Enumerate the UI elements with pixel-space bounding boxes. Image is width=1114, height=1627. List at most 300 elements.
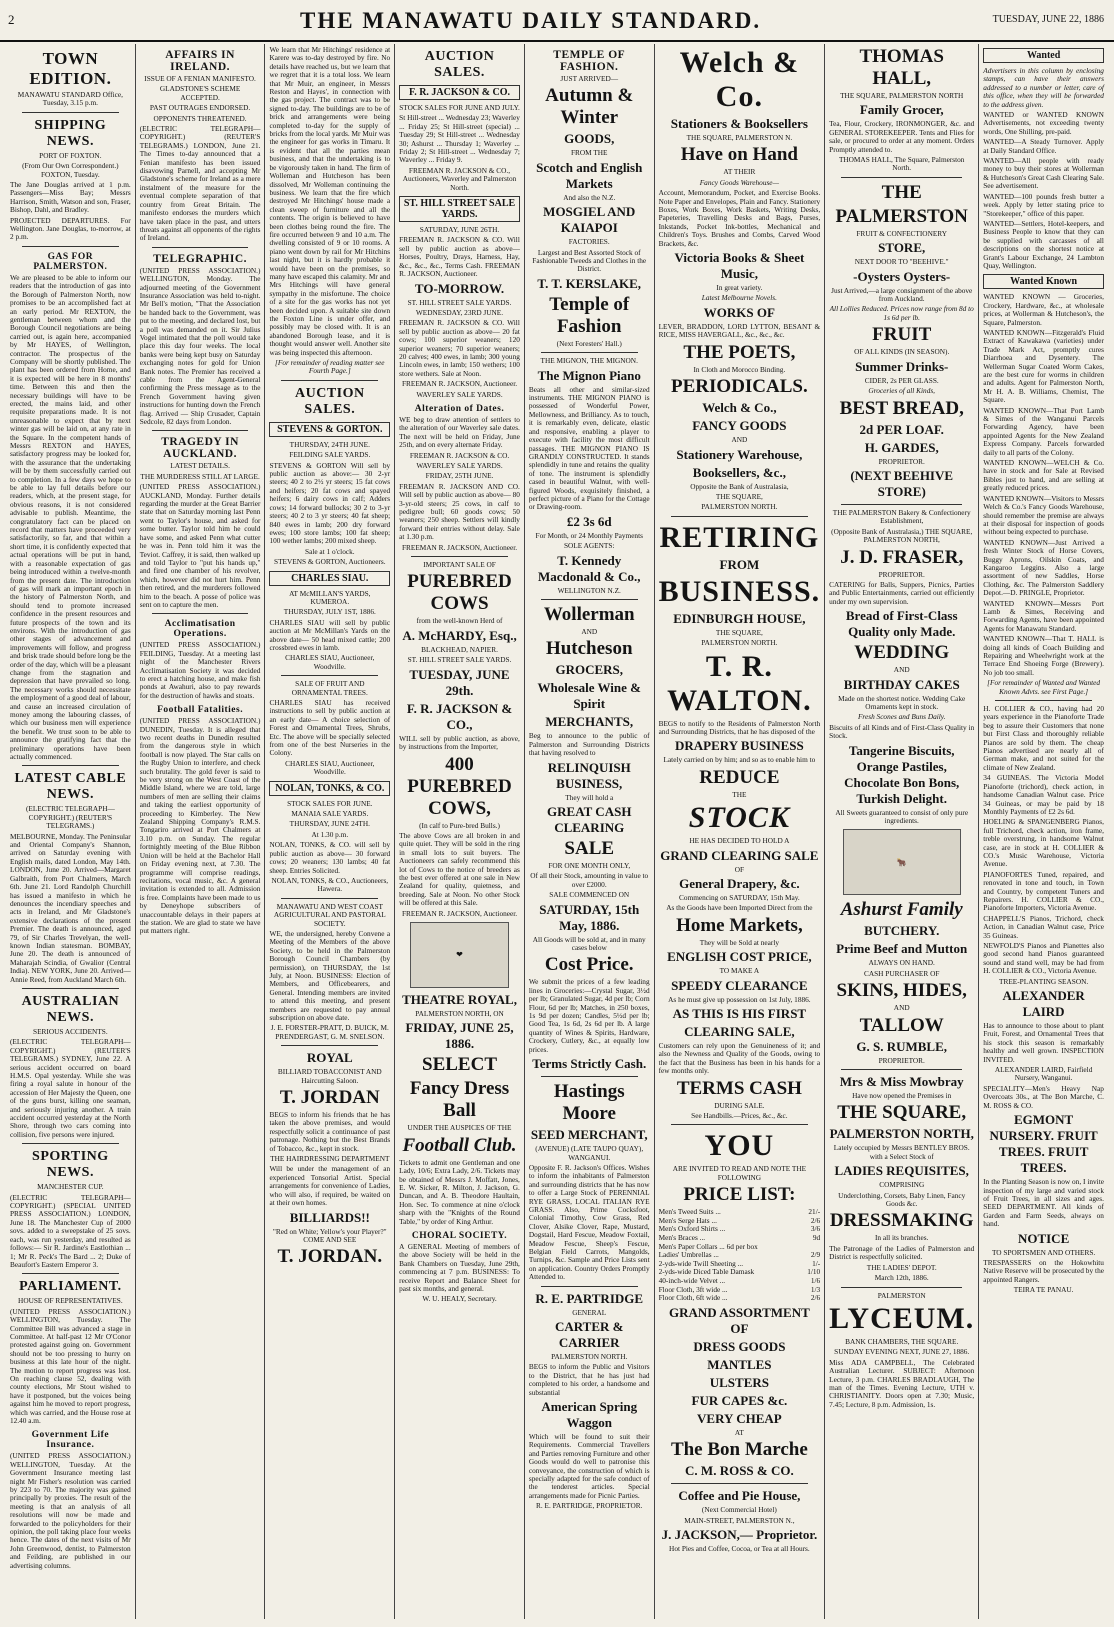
notice-sub: TO SPORTSMEN AND OTHERS. [991,1247,1096,1257]
newfolds-ad: NEWFOLD'S Pianos and Pianettes also good second hand Pianos guaranteed sound and stand well, may be had from H. COLLIER & CO., Victoria Avenue. [983,941,1104,976]
hastings-text: Opposite F. R. Jackson's Offices. Wishes to inform the inhabitants of Palmerston and surrounding districts that he has now to offer a Large Stock of PERENNIAL RYE GRASS, LOCAL ITALIAN RYE GRASS. Also, Prime Cocksfoot, Colonial Timothy, Cow Grass, Red Clover, Alsike Clover, Rape, Mustard, Dogstail, Hard Fescue, Meadow Foxtail, Meadow Fescue, Sheep's Fescue, Belgian Field Carrots, Mangolds, Turnips, &c. Sample and Price Lists sent on application. Country Orders Promptly Attended to. [528,1162,650,1282]
temple-text: Largest and Best Assorted Stock of Fashionable Tweeds and Clothes in the District. [532,247,647,274]
fruit-sale-heading: SALE OF FRUIT AND ORNAMENTAL TREES. [291,679,368,697]
month-text: Of all their Stock, amounting in value to over £2000. [530,871,649,889]
departures-text: PROJECTED DEPARTURES. For Wellington. Jane Douglas, to-morrow, at 2 p.m. [10,215,131,242]
lyceum-heading: LYCEUM. [829,1301,975,1335]
sthill-date: SATURDAY, JUNE 26TH. [419,225,500,235]
known-ad-6: WANTED KNOWN—Just Arrived a fresh Winter Stock of Horse Covers, Buggy Aprons, Oilskin Coats, and Kangaroo Leggins. Also a large assortment of new Saddles, Horse Clothing, &c. The Palmerston Saddlery Depot.—D. PRINGLE, Proprietor. [983,537,1104,598]
gardes-sub: PROPRIETOR. [878,456,925,466]
fruit-sale-text: CHARLES SIAU has received instructions to sell by public auction at an early date— A choice selection of Forest and Ornamental Trees, Shrubs, Etc. The above will be specially selected from one of the best Nurseries in the Colony. [269,698,391,758]
terms-cash: Terms Strictly Cash. [532,1056,647,1072]
nolan-sub: STOCK SALES FOR JUNE. [287,798,373,808]
known-ad-3: WANTED KNOWN—That Port Lamb & Simes of the Wanganui Parcels Forwarding Agency, have been appointed Agents for the New Zealand Express Company. Parcels forwarded daily to all parts of the Colony. [983,405,1104,457]
sale-line: SALE [564,838,615,859]
blackhead-line: BLACKHEAD, NAPIER. [421,644,498,654]
spring-waggon: American Spring Waggon [541,1399,638,1431]
tomorrow-heading: TO-MORROW. [414,280,505,296]
latest-novels: Latest Melbourne Novels. [701,293,777,303]
rule [152,247,249,248]
periodicals-heading: PERIODICALS. [671,376,808,398]
column-4 [395,44,525,1619]
sporting-article: (ELECTRIC TELEGRAPH—COPYRIGHT.) (SPECIAL UNITED PRESS ASSOCIATION.) LONDON, June 18. The Manchester Cup of 2000 sovs. added to a sweepstake of 25 sovs. each, was run yesterday, and resulted as follows:— Sir R. Jardine's Eastlothian ... 1; Mr R. Peck's The Bard ... 2; Duke of Beaufort's Eastern Emperor 3. [10,1192,131,1269]
gas-heading: GAS FOR PALMERSTON. [33,251,108,272]
price-item: Men's Braces ... [658,1233,706,1243]
relinquish-line: RELINQUISH BUSINESS, [547,759,631,791]
shipping-text: The Jane Douglas arrived at 1 p.m. Passengers—Miss Bay; Messrs Harrison, Smith, Watson and son, Fraser, Bishop, Dahl, and Bradley. [10,180,131,215]
rule [541,1286,638,1287]
invited-line: ARE INVITED TO READ AND NOTE THE FOLLOWING [672,1164,807,1182]
column-8 [979,44,1108,1619]
ireland-sub-4: OPPONENTS THREATENED. [153,113,247,123]
and-line: AND [581,626,598,636]
rule [671,516,809,517]
walton-text: BEGS to notify to the Residents of Palmerston North and Surrounding Districts, that he has disposed of the [658,718,821,736]
known-ad-8: WANTED KNOWN—That T. HALL is doing all kinds of Coach Building and Repairing and Wheelwright work at the Terrace End Shoeing Forge (Brewery). No job too small. [983,634,1104,677]
hastings-place: (AVENUE) (LATE TAUPO QUAY), WANGANUI. [535,1144,644,1162]
alteration-heading: Alteration of Dates. [414,403,505,414]
known-ad-2: WANTED KNOWN—Fitzgerald's Fluid Extract of Kawakawa (varieties) under Trade Mark Act, promptly cures Diarrhoea and Dysentery. The Wellerman Sugar Coated Worm Cakes, are the best cure for worms in children and adults. Agent for Palmerston North, Mr H. A. B. Williams, Chemist, The Square. [983,327,1104,405]
column-6 [655,44,826,1619]
stevens-text: STEVENS & GORTON Will sell by public auction as above:— 30 2-yr steers; 40 2 to 2½ yr steers; 15 fat cows and heifers; 20 fat cows and spayed heifers; 6 dairy cows in calf; Adders cows; 14 forward bullocks; 30 2 to 3-yr steers; 40 2 to 3 yr steers; 40 fat sheep; 840 ewes in lamb; 200 dry forward ewes; 100 store lambs; 100 fat sheep; 100 wether lambs; 200 mixed sheep. [269,460,391,546]
rumble-name: G. S. RUMBLE, [856,1038,948,1054]
works-text: LEVER, BRADDON, LORD LYTTON, BESANT & RICE, MISS HAVERGALL, &c., &c., &c. [658,321,821,340]
cash-purchaser: CASH PURCHASER OF [863,968,940,978]
price-value: 1/6 [810,1276,821,1285]
rule [841,1069,962,1070]
price-value: 1/- [812,1258,821,1268]
bakery-heading: THE PALMERSTON Bakery & Confectionery Establishment, [832,507,971,526]
ireland-heading: AFFAIRS IN IRELAND. [165,49,235,73]
fruit-sale-signature: CHARLES SIAU, Auctioneer, Woodville. [285,758,375,777]
speciality-ad: SPECIALITY—Men's Heavy Nap Overcoats 30s., at The Bon Marche, C. M. ROSS & CO. [983,1083,1104,1110]
wanted-ad-3: WANTED—All people with ready money to buy their stores at Wollerman & Hutcheson's Great Cash Clearing Sale. See advertisement. [983,156,1104,191]
welch-text: Account, Memorandum, Pocket, and Exercise Books. Note Paper and Envelopes, Plain and Fancy. Stationery Boxes, Work Boxes, Work Baskets, Writing Desks, Papeteries, Travelling Desks and Bags, Purses, Inkstands, Pocket Ink-bottles, Mechanical and Children's Toys. Brushes and Combs, Carved Wood Brackets, &c. [658,188,821,248]
egmont-heading: EGMONT NURSERY. FRUIT TREES. FRUIT TREES. [989,1112,1098,1176]
rule [152,430,249,431]
wollerman-list: We submit the prices of a few leading lines in Groceries:—Crystal Sugar, 3½d per lb; Granulated Sugar, 4d per lb; Corn Flour, 6d per lb; Matches, in 250 boxes, 1s 9d per dozen; Candles, 5½d per lb; Good Tea, 1s 6d, 2s 6d per lb. A large quantity of Wines & Spirits, Hardware, Crockery, Cutlery, &c., at equally low prices. [528,977,650,1054]
importer-text: WILL sell by public auction, as above, by instructions from the Importer, [399,733,520,752]
price-item: 40-inch-wide Velvet ... [658,1276,726,1285]
dressmaking-heading: DRESSMAKING [829,1210,974,1232]
kennedy-name: T. Kennedy Macdonald & Co., [537,552,641,584]
rule [541,352,638,353]
palmerston-line: PALMERSTON NORTH. [701,502,778,512]
rule [22,1143,119,1144]
bakery-sub: (Opposite Bank of Australasia,) THE SQUARE, PALMERSTON NORTH, [831,526,973,545]
stevens-time: Sale at 1 o'clock. [305,546,355,556]
seed-merchant: SEED MERCHANT, [530,1127,648,1143]
gardes-name: H. GARDES, [864,439,939,455]
grand-assortment: GRAND ASSORTMENT OF [669,1304,810,1336]
parliament-heading: PARLIAMENT. [19,1279,122,1295]
sthill-2-text: FREEMAN R. JACKSON & CO. Will sell by public auction as above— 20 fat cows; 100 superior weaners; 120 superior weaners; 70 superior weaners; 20 calves; 400 ewes, in lamb; 300 young Lincoln ewes, in lamb; 150 wethers; 100 store wethers. Sale at Noon. [399,318,520,378]
autumn-winter: Autumn & Winter [545,85,634,129]
the-line: THE [881,181,922,203]
correspondent-line: (From Our Own Correspondent.) FOXTON, Tuesday. [22,161,119,179]
imported-line: As the Goods have been Imported Direct from the [666,903,813,913]
ireland-article: (ELECTRIC TELEGRAPH—COPYRIGHT.) (REUTER'S TELEGRAMS.) LONDON, June 21. The Times to-day announced that a Fenian manifesto has been issued disavowing Parnell, and accepting Mr Gladstone's scheme for Ireland as a mere instalment of the measure for the eventual complete separation of that country from Great Britain. The manifesto endorses the murders which have taken place in the past, and utters threats against all opponents of the rights of Ireland. [139,124,261,243]
rule [671,1483,809,1484]
also-line: And also the N.Z. [563,192,616,202]
of-line: OF [734,864,745,874]
stationers-line: Stationers & Booksellers [670,116,808,131]
cakes-text: Made on the shortest notice. Wedding Cake Ornaments kept in stock. [838,693,966,711]
booksellers-line: Booksellers, &c., [692,464,786,480]
sthill-2-signature: FREEMAN R. JACKSON, Auctioneer. [401,379,518,389]
scotch-line: Scotch and English Markets [536,159,643,191]
reduce-line: REDUCE [699,766,780,788]
branches-line: In all its branches. [874,1233,929,1243]
hall-text: Tea, Flour, Crockery, IRONMONGER, &c. and GENERAL STOREKEEPER. Tents and Flies for sale, or procured to order at any moment. Orders Promptly attended to. [829,119,975,154]
rule [995,700,1092,701]
column-1 [6,44,136,1619]
ball-text: Tickets to admit one Gentleman and one Lady, 10/6; Extra Lady, 2/6. Tickets may be obtained of Messrs J. Moffatt, Jones, E. W. Sicker, R. Milton, J. Jackson, G. Duncan, and A. B. Theodore Haultain, Hon. Sec. To commence at nine o'clock sharp with the "Knights of the Round Table," by order of King Arthur. [399,1157,520,1226]
stock-heading: STOCK [688,801,790,835]
fruit-heading: FRUIT [872,324,932,346]
fraser-heading: J. D. FRASER, [840,546,964,568]
price-item: 2-yds-wide Diced Table Damask [658,1267,755,1277]
rule [841,504,962,505]
sporting-heading: SPORTING NEWS. [32,1149,109,1181]
royal-heading: ROYAL [306,1050,353,1066]
lyceum-text: Miss ADA CAMPBELL, The Celebrated Australian Lecturer. SUBJECT: Afternoon Lecture, 3 p.m. CHARLES BRADLAUGH, The man of the Times. Evening Lecture, UTH v. CHRISTIANITY. Doors open at 7.30; Music, 7.45; Lecture, 8 p.m. Admission, 1s. [829,1357,975,1409]
ox-icon: 🐂 [896,857,907,867]
known-note: [For remainder of Wanted and Wanted Known Advts. see First Page.] [987,678,1101,696]
and-line: AND [893,665,910,675]
fancy-goods-line: Fancy Goods Warehouse— [699,177,780,187]
agricultural-heading: MANAWATU AND WEST COAST AGRICULTURAL AND PASTORAL SOCIETY. [273,901,386,928]
waverley-2-heading: WAVERLEY SALE YARDS. [416,461,503,470]
nolan-place: MANAIA SALE YARDS. [291,809,369,819]
newspaper-title: THE MANAWATU DAILY STANDARD. [300,8,762,33]
price-value: 9d [812,1233,821,1243]
price-value: 2/6 [810,1293,821,1303]
nolan-time: At 1.30 p.m. [311,829,349,839]
birthday-cakes: BIRTHDAY CAKES [843,676,960,692]
wedding-heading: WEDDING [854,642,950,664]
price-value: 21/- [808,1207,821,1217]
lyceum-place: PALMERSTON [877,1290,926,1300]
price-row [659,1294,821,1303]
commencing-line: Commencing on SATURDAY, 15th May. [679,892,800,902]
buns-line: Fresh Scones and Buns Daily. [857,712,946,722]
price-value: 1/3 [810,1284,821,1294]
important-heading: IMPORTANT SALE OF [423,560,496,570]
tangerine-line: Tangerine Biscuits, Orange Pastiles, Chocolate Bon Bons, Turkish Delight. [844,742,960,806]
sporting-sub: MANCHESTER CUP. [37,1182,104,1192]
ireland-sub-2: GLADSTONE'S SCHEME ACCEPTED. [159,84,241,102]
grand-clearing: GRAND CLEARING SALE [660,847,819,863]
herd-line: from the well-known Herd of [416,616,503,626]
sthill-text: FREEMAN R. JACKSON & CO. Will sell by public auction as above— Horses, Poultry, Drays, Harness, Hay, &c., &c., &c., Terms Cash. FREEMAN R. JACKSON, Auctioneer. [399,235,520,279]
jordan-heading: T. JORDAN [279,1087,380,1109]
temple-footer: Temple of Fashion [549,293,630,337]
parliament-sub: HOUSE OF REPRESENTATIVES. [18,1296,123,1306]
tragedy-article: (UNITED PRESS ASSOCIATION.) AUCKLAND, Monday. Further details regarding the murder at the Great Barrier state that on Saturday morning last Penn went to Taylor's house, and asked for some butter. Taylor told him he could have some, and asked Penn what cutter he was in. Penn told him it was the Teviot. Caffrey, it is said, then walked up and told Taylor to "put his hands up," and fired one chamber of his revolver, which, however did not hurt him. Penn then retired, and the murderers followed him to the beach. A posse of police was sent on to capture the men. [139,482,261,609]
fancy-dress-heading: Fancy Dress Ball [409,1078,510,1122]
purebred-heading: PUREBRED COWS [407,571,512,615]
chappell-ad: CHAPPELL'S Pianos, Trichord, check Action, in Canadian Walnut case, Price 35 Guineas. [983,913,1104,940]
store-line: STORE, [878,240,926,256]
football-heading: Football Fatalities. [157,705,244,716]
spring-text: Which will be found to suit their Requirements. Commercial Travellers and Parties removing Furniture and other Goods would do well to patronise this conveyance, the construction of which is specially adapted for the safe conduct of the tenderest articles. Special arrangements made for Picnic Parties. [528,1432,650,1500]
variety-line: In great variety. [716,283,763,293]
nolan-signature: NOLAN, TONKS, & CO., Auctioneers, Hawera. [271,875,389,894]
siau-heading: CHARLES SIAU. [269,571,390,586]
known-ad-5: WANTED KNOWN—Visitors to Messrs Welch & Co.'s Fancy Goods Warehouse, should remember the premise are always at their disposal for inspection of goods without being expected to purchase. [983,493,1104,537]
auspices-line: UNDER THE AUSPICES OF THE [407,1123,512,1133]
local-news: We learn that Mr Hitchings' residence at Karere was to-day destroyed by fire. No details have reached us, but we learn that we regret that it is a total loss. We learn that Mr Muir, an engineer, in Messrs Reston and Hayes', in connection with the gas project. The contract was to be signed to-day. The buildings are to be of brick and arrangements were being completed to-day for the supply of bricks from the local yards. Mr Muir was the engineer for gas works in Timaru. It is evident that all the parties mean business, and that the undertaking is to be vigorously taken in hand. The firm of Wolleman and Hutcheson has been dissolved, Mr Wolleman continuing the business. We learn that the fire which destroyed Mr Hitchings' house made a clean sweep of furniture and all the contents. The origin is believed to have been clothes being round the fire. The fire occurred between 9 and 10 a.m. The dwelling consisted of 9 or 10 rooms. A piano went down by rail for Mr Hitchins last night, but it is hardly probable it would have been on the premises, so many have escaped this calamity. Mr and Mrs Hitchings will have general sympathy in the misfortune. The choice of a site for the gas works has not yet been decided upon. A suitable site down the Foxton Line is under offer, and possibly may be closed with. It is an abandoned Borough lease, and it is thought would answer well. Another site was being inspected this afternoon. [269,45,391,357]
choral-text: A GENERAL Meeting of members of the above Society will be held in the Bank Chambers on Tuesday, June 29th, commencing at 7 p.m. BUSINESS: To receive Report and Balance Sheet for past six months, and general. [399,1242,520,1294]
main-street: MAIN-STREET, PALMERSTON N., [684,1515,795,1525]
insurance-heading: Government Life Insurance. [31,1430,110,1451]
telegraphic-article: (UNITED PRESS ASSOCIATION.) WELLINGTON, Monday. The adjourned meeting of the Government Insurance Association was held to-night. Mr Bell's motion, "That the Association be handed back to the Government, was put to the meeting, and declared lost, but a poll was demanded on it. Sir Julius Vogel intimated that the poll would take place this day four weeks. The local banks were being kept busy on Saturday exchanging notes for gold for Union Bank notes. The Premier has received a cable from the Agent-General confirming the Press message as to the French Government having given instructions for hunting down the French flag. Arrived — Ship Crusader, Captain Sedcole, 82 days from London. [139,265,261,427]
saturday-line: SATURDAY, 15th May, 1886. [539,901,640,933]
pianofortes-ad: PIANOFORTES Tuned, repaired, and renovated in tone and touch, in Town and Country, by competent Tuners and Repairers. H. COLLIER & CO., Pianoforte Importers, Victoria Avenue. [983,869,1104,913]
tragedy-sub-2: THE MURDERESS STILL AT LARGE. [140,471,260,481]
known-ad-7: WANTED KNOWN—Messrs Port Lamb & Simes, Receiving and Forwarding Agents, have been appointed Agents for Manawatu Standard. [983,598,1104,633]
wanted-ad-1: WANTED or WANTED KNOWN Advertisements, not exceeding twenty words, One Shilling, pre-paid. [983,110,1104,136]
temple-footer-sub: (Next Foresters' Hall.) [556,338,622,348]
hutcheson-heading: Hutcheson [545,638,633,660]
dancers-icon: ❤ [456,950,463,960]
mantles: MANTLES [707,1356,772,1372]
ireland-sub-3: PAST OUTRAGES ENDORSED. [149,103,251,113]
nolan-text: NOLAN, TONKS, & CO. will sell by public auction as above— 30 forward cows; 20 weaners; 130 lambs; 40 fat sheep. Entries Solicited. [269,840,391,875]
welch-2: Welch & Co., [702,400,777,416]
acclimatisation-heading: Acclimatisation Operations. [164,619,236,640]
great-line: GREAT CASH CLEARING [547,804,632,835]
very-cheap: VERY CHEAP [697,1410,782,1426]
select-heading: SELECT [422,1054,497,1076]
underclothing-line: Underclothing, Corsets, Baby Linen, Fancy Goods &c. [838,1190,966,1209]
sale-date: TUESDAY, JUNE 29th. [409,666,510,698]
edition-heading: TOWN EDITION. [29,49,112,88]
the-line: THE [732,789,747,799]
insurance-article: (UNITED PRESS ASSOCIATION.) WELLINGTON, Tuesday. At the Government Insurance meeting last night Mr Fisher's resolution was carried by 223 to 70. The majority was gained principally by proxies. The result of the meeting is that an analysis of all resolutions will now be made and forwarded to the policyholders for their opinion, the poll taking place four weeks hence. The dates of the next visits of Mr John Greenwood, dentist, to Palmerston and Feilding, are published in our advertising columns. [10,1451,131,1570]
ross-name: C. M. ROSS & CO. [685,1463,794,1479]
wholesale-line: Wholesale Wine & Spirit [537,680,641,712]
price-item: Men's Serge Hats ... [658,1215,717,1225]
auction-heading: AUCTION SALES. [294,385,365,417]
hall-signature: THOMAS HALL, The Square, Palmerston North. [838,155,965,173]
wanted-heading: Wanted [983,48,1104,63]
comprising-line: COMPRISING [879,1180,925,1190]
speedy-clearance: SPEEDY CLEARANCE [671,977,808,993]
and-line: AND [731,435,748,445]
theatre-place: PALMERSTON NORTH, ON [415,1008,504,1018]
siau-signature: CHARLES SIAU, Auctioneer, Woodville. [285,653,375,671]
hall-place: THE SQUARE, PALMERSTON NORTH [840,91,964,100]
dancing-couple-illustration [410,922,509,988]
sole-agents: SOLE AGENTS: [563,541,615,551]
trespass-signature: TEIRA TE PANAU. [1013,1285,1074,1295]
continued-note: [For remainder of reading matter see Fourth Page.] [275,358,385,376]
rule [152,613,249,614]
cable-sub: (ELECTRIC TELEGRAPH—COPYRIGHT.) (REUTER'S TELEGRAMS.) [25,804,115,831]
jackson-list: St Hill-street ... Wednesday 23; Waverley ... Friday 25; St Hill-street (special) ... Tuesday 29; St Hill-street ... Wednesday 30; Ashurst ... Thursday 1; Waverley ... Friday 2; St Hill-street ... Wednesday 7; Waverley ... Friday 9. [399,113,520,165]
billiards-heading: BILLIARDS!! [289,1209,370,1225]
butchery-line: BUTCHERY. [864,923,940,939]
waverley-2-text: FREEMAN R. JACKSON AND CO. Will sell by public auction as above— 80 3-yr-old steers; 25 cows, in calf to pedigree bull; 60 goods cows; 50 weaners; 250 sheep. Settlers will kindly forward their entries without delay. Sale at 1.30 p.m. [399,481,520,542]
first-class-bread: Bread of First-Class Quality only Made. [845,608,958,640]
temple-heading: TEMPLE OF FASHION. [553,49,626,73]
tree-planting-heading: TREE-PLANTING SEASON. [999,976,1089,986]
all-kinds: OF ALL KINDS (IN SEASON). [854,347,950,357]
laird-text: Has to announce to those about to plant Fruit, Forest, and Ornamental Trees that his stock this season is remarkably healthy and well grown. INSPECTION INVITED. [983,1021,1104,1064]
choral-heading: CHORAL SOCIETY. [411,1231,508,1242]
wanted-ad-5: WANTED—Settlers, Hotel-keepers, and Business People to know that they can be supplied with carcasses of all descriptions on the shortest notice at Grant's Labour Exchange, 24 Lambton Quay, Wellington. [983,218,1104,270]
sthill-2-heading: ST. HILL STREET SALE YARDS. [407,297,512,307]
fraser-text: CATERING for Balls, Suppers, Picnics, Parties and Public Entertainments, carried out efficiently under my own supervision. [829,579,975,606]
tallow-line: TALLOW [859,1014,944,1036]
rule [281,675,378,676]
siau-date: THURSDAY, JULY 1ST, 1886. [283,607,376,617]
notice-heading: NOTICE [1017,1230,1070,1246]
pie-house-heading: Coffee and Pie House, [678,1488,801,1504]
at-their: AT THEIR [723,167,756,177]
stationery-warehouse: Stationery Warehouse, [676,446,803,462]
factories-line: FACTORIES. [568,237,610,247]
jordan-footer: T. JORDAN. [277,1246,383,1268]
rule [541,599,638,600]
palmerston-north: PALMERSTON NORTH, [829,1126,974,1142]
partridge-place: PALMERSTON NORTH. [551,1352,628,1361]
mignon-price: £2 3s 6d [566,513,612,529]
biscuits-line: Biscuits of all Kinds and of First-Class Quality in Stock. [829,722,975,741]
bank-chambers: BANK CHAMBERS, THE SQUARE. [845,1336,959,1346]
tragedy-sub: LATEST DETAILS. [170,461,230,471]
palmerston-heading: PALMERSTON [835,205,968,227]
hastings-moore-heading: Hastings Moore [553,1081,625,1125]
sale-yards-line: ST. HILL STREET SALE YARDS. [407,655,512,665]
kennedy-place: WELLINGTON N.Z. [557,585,621,595]
price-item: Floor Cloth, 3ft wide ... [658,1284,728,1294]
depot-date: March 12th, 1886. [874,1273,929,1283]
patronage-line: The Patronage of the Ladies of Palmerston and District is respectfully solicited. [829,1243,975,1262]
oysters-heading: -Oysters Oysters- [853,268,951,284]
price-list-heading: PRICE LIST: [683,1184,796,1206]
choral-signature: W. U. HEALY, Secretary. [422,1294,497,1304]
price-item: Men's Oxford Shirts ... [658,1224,726,1234]
billiard-heading: BILLIARD TOBACCONIST AND Haircutting Saloon. [277,1067,382,1085]
clearing-text: Customers can rely upon the Genuineness of it; and also the Newness and Quality of the Goods, owing to the fact that the Business has been in his hands for a few months only. [658,1041,821,1076]
known-ad-1: WANTED KNOWN — Groceries, Crockery, Hardware, &c., at wholesale prices, at Wollerman & Hutcheson's, the Square, Palmerston. [983,292,1104,327]
home-markets: Home Markets, [676,914,803,936]
ireland-sub-1: ISSUE OF A FENIAN MANIFESTO. [144,74,256,83]
wollerman-text: Beg to announce to the public of Palmerston and Surrounding Districts that having resolved to [528,731,650,758]
rule [541,1076,638,1077]
partridge-signature: R. E. PARTRIDGE, PROPRIETOR. [536,1501,643,1511]
cable-article: MELBOURNE, Monday. The Peninsular and Oriental Company's Shannon, arrived on Saturday evening with English mails, dated London, May 14th. LONDON, June 20. Arrived—Margaret Galbraith, from Port Chalmers, March 6th. June 21. Lord Randolph Churchill has issued a manifesto in which he denounces the incendiary speeches and acts in Ireland, and Mr Gladstone's extensive declarations of the present Premier. The death is announced, aged 79, of Sir Charles Trevelyan, the well-known Indian statesman. BOMBAY, June 20. The death is announced of Maharajah Scindia, of Gwalior (Central India). NEW YORK, June 20. Arrived—Annie Reed, from Auckland March 6th. [10,831,131,984]
waverley-2-date: FRIDAY, 25TH JUNE. [425,471,494,481]
gas-article: We are pleased to be able to inform our readers that the introduction of gas into the Borough of Palmerston North, now promises to be an accomplished fact at an early period. Mr REXTON, the gentleman between whom and the Borough Council negotiations are being carried out, is again here, accompanied by Mr HAYES, of Wellington, contractor. The prospectus of the Company will be shortly published. The plant has been ordered from Home, and it is expected will be here in 8 months' time. Between this and then the necessary buildings will have to be erected, the mains laid, and other requisite preparations made. It is not unreasonable to expect that by next winter gas will be laid on, at any rate in the Square. In the competent hands of Messrs REXTON and HAYES, satisfactory progress may be looked for, with the assurance that the undertaking will be by them successfully carried out to completion. In a few days we hope to be able to lay full details before our readers, which, at the present stage, for obvious reasons, it is not considered advisable to publish. Meantime, the congratulatory fact can be placed on record that matters have proceeded very satisfactorily, so far, and that within a short time, it is confidently expected that actual operations will be put in hand, with a reasonable expectation of gas being introduced within a twelve-month from the present date. The introduction of gas will mark an important epoch in the history of Palmerston North, and should tend to promote increased confidence in the present resources and future prospects of the town and its environs. With the introduction of gas other stages of advancement and improvements will follow, and progress and brisk trade should before long be the order of the day, which will be a pleasant change from the stagnation and depression that have prevailed so long. The necessary works should necessitate the employment of a good deal of labour, and cause an increased circulation of money among the labouring classes, of which our business men will experience the benefit. We trust soon to be able to announce the gratifying fact that the preliminary operations have been actually commenced. [10,272,131,762]
fruit-conf: FRUIT & CONFECTIONERY [856,228,948,238]
just-arrived: JUST ARRIVED— [560,74,619,83]
egmont-text: In the Planting Season is now on, I invite inspection of my large and varied stock of Fruit Trees, in all sizes and ages. SEED DEPARTMENT. All kinds of Garden and Farm Seeds, always on hand. [983,1177,1104,1229]
price-item: 2-yds-wide Twill Sheeting ... [658,1258,744,1268]
rule [22,246,119,247]
port-heading: PORT OF FOXTON. [39,150,102,160]
collier-ad: H. COLLIER & CO., having had 20 years experience in the Pianoforte Trade beg to assure their Customers that none but First Class and thoroughly reliable Pianos are sold by them. The cheap Pianos advertised are nearly all of German make, and not suited for the climate of New Zealand. [983,704,1104,772]
laird-signature: ALEXANDER LAIRD, Fairfield Nursery, Wanganui. [994,1065,1093,1083]
sunday-line: SUNDAY EVENING NEXT, JUNE 27, 1886. [834,1347,970,1357]
drapery-line: DRAPERY BUSINESS [675,738,804,754]
hold-line: They will hold a [565,792,614,802]
football-article: (UNITED PRESS ASSOCIATION.) DUNEDIN, Tuesday. It is alleged that two recent deaths in Dunedin resulted from the dangerous style in which football is now played. The Star calls on the Rugby Union to interfere, and check such brutality. The gold fever is said to be very strong on the West Coast of the Middle Island, where we are told, large numbers of men are selling their claims and taking the earliest opportunity of proceeding to Kimberley. The New Zealand Shipping Company's R.M.S. Tongariro arrived at Port Chalmers at 3.10 p.m. on Sunday. The regular fortnightly meeting of the Blue Ribbon Union will be held at the Bachelor Hall on Friday evening next, at 7.30. The programme will comprise readings, recitations, vocal music, &c. A general invitation is extended to all. Admission is free. Complaints have been made to us by Deneyhope subscribers of unaccountable delays in their papers at the station. We are glad to state we have put matters right. [139,716,261,936]
rule [22,1273,119,1274]
rule [411,556,508,557]
price-item: Floor Cloth, 6ft wide ... [658,1293,728,1303]
fraser-sub: PROPRIETOR. [878,569,925,579]
stevens-date: THURSDAY, 24TH JUNE. [289,439,370,449]
stevens-place: FEILDING SALE YARDS. [289,450,371,460]
decided-line: HE HAS DECIDED TO HOLD A [689,836,790,846]
alteration-text: WE beg to draw attention of settlers to the alteration of our Waverley sale dates. The next will be held on Friday, June 25th, and on every alternate Friday. [399,414,520,450]
cows-heading: 400 PUREBRED COWS, [407,753,512,819]
rule [22,112,119,113]
column-7 [825,44,979,1619]
pie-sub: (Next Commercial Hotel) [701,1505,777,1515]
rule [22,988,119,989]
skins-line: SKINS, HIDES, [836,980,967,1002]
square-3: THE SQUARE, [715,627,763,637]
tragedy-heading: TRAGEDY IN AUCKLAND. [161,436,239,461]
poets-heading: THE POETS, [683,341,796,363]
best-bread: BEST BREAD, [839,397,964,419]
sweets-line: All Sweets guaranteed to consist of only pure ingredients. [835,807,969,825]
merchants-line: MERCHANTS, [545,714,634,730]
column-2 [136,44,266,1619]
rule [281,1045,378,1046]
at-line: AT [734,1427,744,1437]
bread-price: 2d PER LOAF. [859,421,944,437]
columns [6,44,1108,1619]
waverley-2-signature: FREEMAN R. JACKSON, Auctioneer. [401,542,518,552]
sthill-2-date: WEDNESDAY, 23RD JUNE. [415,307,504,317]
mchardy-name: A. McHARDY, Esq., [402,627,517,643]
nolan-date: THURSDAY, JUNE 24TH. [289,819,370,829]
siau-text: CHARLES SIAU will sell by public auction at Mr McMillan's Yards on the above date— 50 head mixed cattle; 200 crossbred ewes in lamb. [269,617,391,652]
rule [841,1287,962,1288]
trespass-text: TRESPASSERS on the Hokowhitu Native Reserve will be prosecuted by the appointed Rangers. [983,1257,1104,1284]
masthead [0,6,1114,42]
guineas-ad: 34 GUINEAS. The Victoria Model Pianoforte (trichord), check action, in handsome Canadian Walnut case. Price 34 Guineas, or may be paid by 18 Monthly Payments of £2 2s 6d. [983,773,1104,816]
rule [841,177,962,178]
terms-cash: TERMS CASH [676,1077,802,1099]
jackson-heading: F. R. JACKSON & CO. [399,85,520,100]
summer-drinks: Summer Drinks- [855,358,949,374]
shipping-heading: SHIPPING NEWS. [34,117,107,149]
sthill-heading: ST. HILL STREET SALE YARDS. [399,196,520,222]
partridge-general: GENERAL [572,1307,607,1317]
australian-sub: SERIOUS ACCIDENTS. [33,1026,108,1036]
month-line: FOR ONE MONTH ONLY, [548,861,631,870]
carter-line: CARTER & CARRIER [554,1319,624,1350]
jackson-name: F. R. JACKSON & CO., [406,700,513,732]
possession-line: As he must give up possession on 1st July, 1886. [668,994,811,1004]
auction-heading-2: AUCTION SALES. [424,49,495,80]
to-make-line: TO MAKE A [719,966,760,976]
calf-line: (In calf to Pure-bred Bulls.) [419,820,500,830]
rumble-sub: PROPRIETOR. [878,1055,925,1065]
english-cost: ENGLISH COST PRICE, [667,949,812,965]
billiards-sub: "Red on White; Yellow's your Player?" COME AND SEE [272,1226,387,1244]
australian-article: (ELECTRIC TELEGRAPH—COPYRIGHT.) (REUTER'S TELEGRAMS.) SYDNEY, June 22. A serious accident occurred on board H.M.S. Opal yesterday. While she was firing a royal salute in honour of the accession of Her Majesty the Queen, one of the guns burst, killing one seaman, and seriously injuring another. A train accident occurred yesterday at the North Shore, through two cars coming into collision, five persons were injured. [10,1037,131,1139]
parliament-article: (UNITED PRESS ASSOCIATION.) WELLINGTON, Tuesday. The Committee Bill was advanced a stage in Committee. At half-past 12 Mr O'Conor protested against going on. Government should not be too pressing to hurry on business at this late hour of the night. The motion to report progress was lost. On reaching clause 52, dealing with county elections, Mr Stout wished to have it postponed, but the voices being against him he moved to report progress, which was carried, and the House rose at 12.40 a.m. [10,1306,131,1425]
jackson-sub: STOCK SALES FOR JUNE AND JULY. [399,103,520,112]
